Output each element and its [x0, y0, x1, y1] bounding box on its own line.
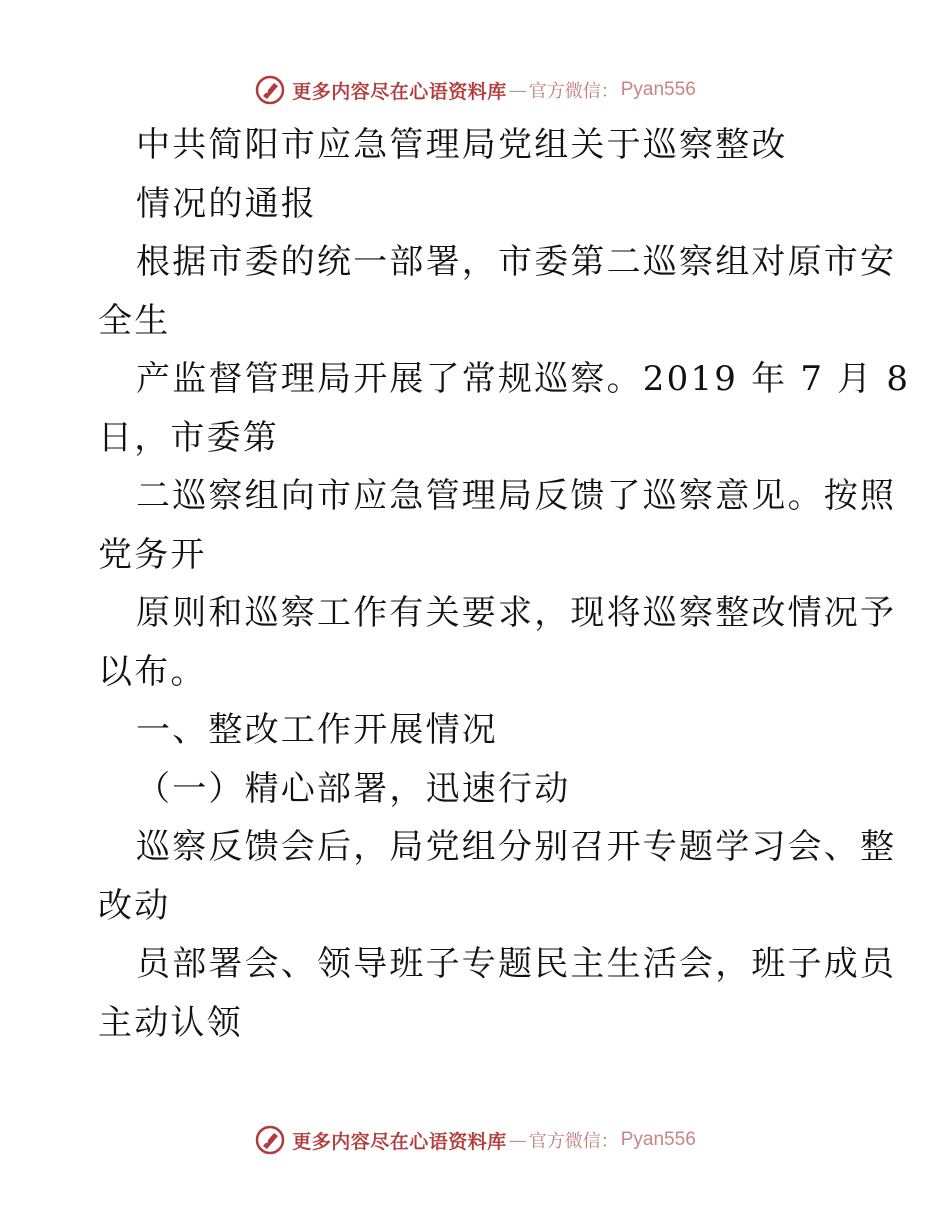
paragraph-line: 日，市委第 — [98, 417, 279, 458]
paragraph-line: 全生 — [98, 300, 171, 341]
subsection-heading: （一）精心部署，迅速行动 — [136, 768, 571, 809]
paragraph-line: 党务开 — [98, 534, 207, 575]
paragraph-line: 主动认领 — [98, 1002, 243, 1043]
banner-wechat-label: 官方微信： — [528, 81, 619, 102]
header-watermark — [0, 70, 950, 110]
paragraph-line: 巡察反馈会后，局党组分别召开专题学习会、整 — [136, 827, 897, 867]
banner-brand-text: 更多内容尽在心语资料库 — [292, 80, 507, 103]
paragraph-line: 根据市委的统一部署，市委第二巡察组对原市安 — [136, 242, 897, 282]
paragraph-line: 以布。 — [98, 651, 207, 692]
document-title-line-2: 情况的通报 — [136, 183, 317, 224]
paragraph-line: 改动 — [98, 885, 171, 926]
banner-wechat-id: Pyan556 — [620, 79, 696, 100]
paragraph-line: 产监督管理局开展了常规巡察。2019 年 7 月 8 — [136, 359, 911, 399]
document-body — [98, 116, 911, 1052]
document-title-line-1: 中共简阳市应急管理局党组关于巡察整改 — [136, 125, 788, 165]
brand-logo-icon — [254, 1124, 286, 1156]
banner-separator: — — [508, 79, 527, 101]
banner-wechat-label: 官方微信： — [528, 1131, 619, 1152]
paragraph-line: 员部署会、领导班子专题民主生活会，班子成员 — [136, 944, 897, 984]
banner-separator: — — [508, 1129, 527, 1151]
paragraph-line: 原则和巡察工作有关要求，现将巡察整改情况予 — [136, 593, 897, 633]
section-heading: 一、整改工作开展情况 — [136, 710, 498, 750]
paragraph-line: 二巡察组向市应急管理局反馈了巡察意见。按照 — [136, 476, 897, 516]
banner-brand-text: 更多内容尽在心语资料库 — [292, 1130, 507, 1153]
footer-watermark — [0, 1120, 950, 1160]
banner-wechat-id: Pyan556 — [620, 1129, 696, 1150]
brand-logo-icon — [254, 74, 286, 106]
